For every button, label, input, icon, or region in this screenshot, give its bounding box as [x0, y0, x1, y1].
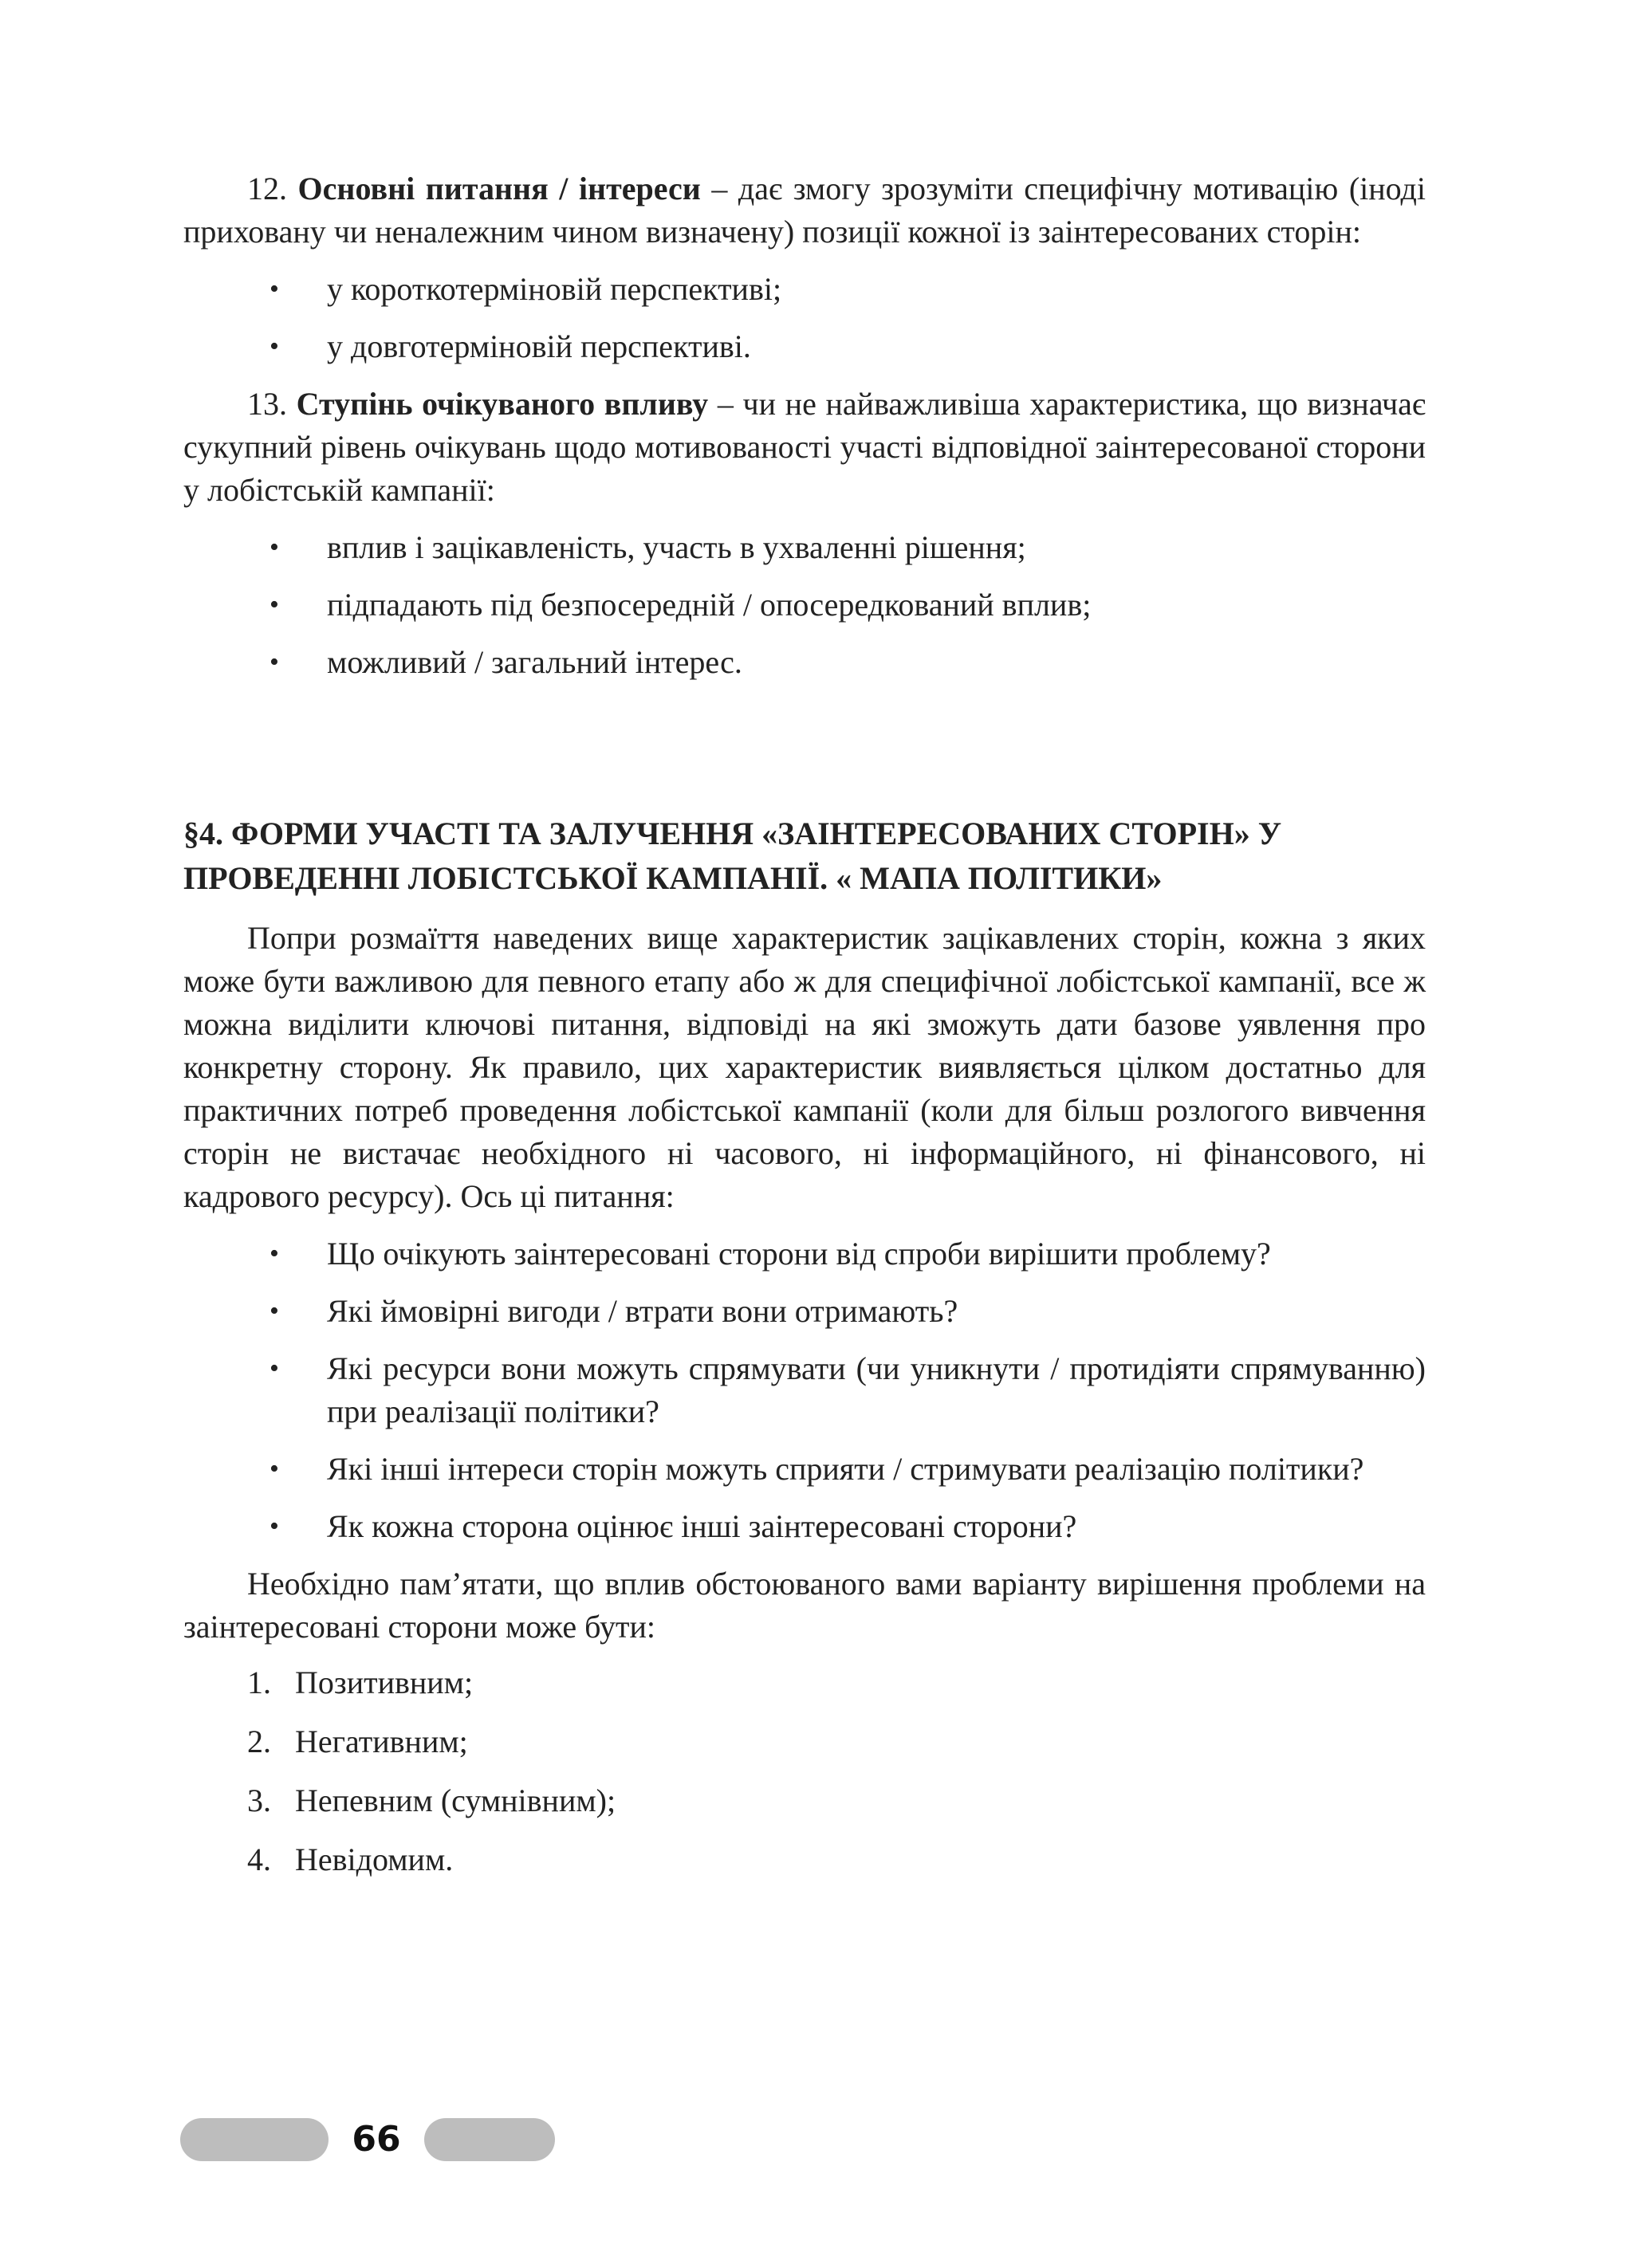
list-item: • Що очікують заінтересовані сторони від спроби вирішити проблему?	[183, 1232, 1426, 1276]
paragraph-item-13	[183, 383, 1426, 512]
list-item: • у короткотерміновій перспективі;	[183, 268, 1426, 311]
bullet-icon: •	[270, 533, 279, 562]
list-item: 4. Невідомим.	[247, 1842, 454, 1877]
item-description: – дає змогу зрозуміти специфічну мотивацію (іноді приховану чи неналежним чином визначену) позиції кожної із заінтересованих сторін:	[183, 171, 1426, 250]
item-term: Основні питання / інтереси	[297, 171, 701, 206]
list-item: • підпадають під безпосередній / опосередкований вплив;	[183, 584, 1426, 627]
footer-bar-right	[424, 2118, 555, 2161]
page-footer	[180, 2117, 555, 2163]
list-item: 3. Непевним (сумнівним);	[247, 1783, 616, 1818]
bullet-icon: •	[270, 332, 279, 361]
item-term: Ступінь очікуваного впливу	[296, 386, 709, 422]
bullet-icon: •	[270, 1296, 279, 1326]
bullet-list-item-13	[183, 526, 1426, 684]
bullet-list-item-12	[183, 268, 1426, 368]
item-number: 12.	[247, 171, 287, 206]
list-item: • Які ресурси вони можуть спрямувати (чи уникнути / протидіяти спрямуванню) при реалізації політики?	[183, 1347, 1426, 1433]
list-item: • вплив і зацікавленість, участь в ухваленні рішення;	[183, 526, 1426, 569]
list-item: 1. Позитивним;	[247, 1665, 474, 1700]
section-heading-line-1: §4. ФОРМИ УЧАСТІ ТА ЗАЛУЧЕННЯ «ЗАІНТЕРЕСОВАНИХ СТОРІН» У	[183, 816, 1282, 851]
bullet-icon: •	[270, 274, 279, 304]
page-content	[183, 167, 1426, 1897]
list-item: • можливий / загальний інтерес.	[183, 641, 1426, 684]
footer-bar-left	[180, 2118, 329, 2161]
section-heading	[183, 812, 1426, 901]
outcomes-list	[183, 1661, 1426, 1881]
bullet-icon: •	[270, 1239, 279, 1268]
list-item: • Які інші інтереси сторін можуть сприяти / стримувати реалізацію політики?	[183, 1448, 1426, 1491]
list-item: • у довготерміновій перспективі.	[183, 325, 1426, 368]
bullet-icon: •	[270, 647, 279, 677]
section-heading-line-2: ПРОВЕДЕННІ ЛОБІСТСЬКОЇ КАМПАНІЇ. « МАПА ПОЛІТИКИ»	[183, 860, 1163, 896]
bullet-icon: •	[270, 1511, 279, 1541]
paragraph-item-12	[183, 167, 1426, 254]
page-number: 66	[352, 2119, 401, 2160]
bullet-icon: •	[270, 590, 279, 619]
bullet-icon: •	[270, 1354, 279, 1383]
item-description: – чи не найважливіша характеристика, що визначає сукупний рівень очікувань щодо мотивованості участі відповідної заінтересованої сторони у лобістській кампанії:	[183, 386, 1426, 508]
conclusion-paragraph: Необхідно пам’ятати, що вплив обстоюваного вами варіанту вирішення проблеми на заінтересовані сторони може бути:	[183, 1566, 1426, 1645]
list-item: • Які ймовірні вигоди / втрати вони отримають?	[183, 1290, 1426, 1333]
section-intro-paragraph: Попри розмаїття наведених вище характеристик зацікавлених сторін, кожна з яких може бути важливою для певного етапу або ж для специфічної лобістської кампанії, все ж можна виділити ключові питання, відповіді на які зможуть дати базове уявлення про конкретну сторону. Як правило, цих характеристик виявляється цілком достатньо для практичних потреб проведення лобістської кампанії (коли для більш розлогого вивчення сторін не вистачає необхідного ні часового, ні інформаційного, ні фінансового, ні кадрового ресурсу). Ось ці питання:	[183, 920, 1426, 1214]
list-item: 2. Негативним;	[247, 1724, 468, 1759]
bullet-icon: •	[270, 1454, 279, 1484]
questions-list	[183, 1232, 1426, 1548]
list-item: • Як кожна сторона оцінює інші заінтересовані сторони?	[183, 1505, 1426, 1548]
item-number: 13.	[247, 386, 287, 422]
